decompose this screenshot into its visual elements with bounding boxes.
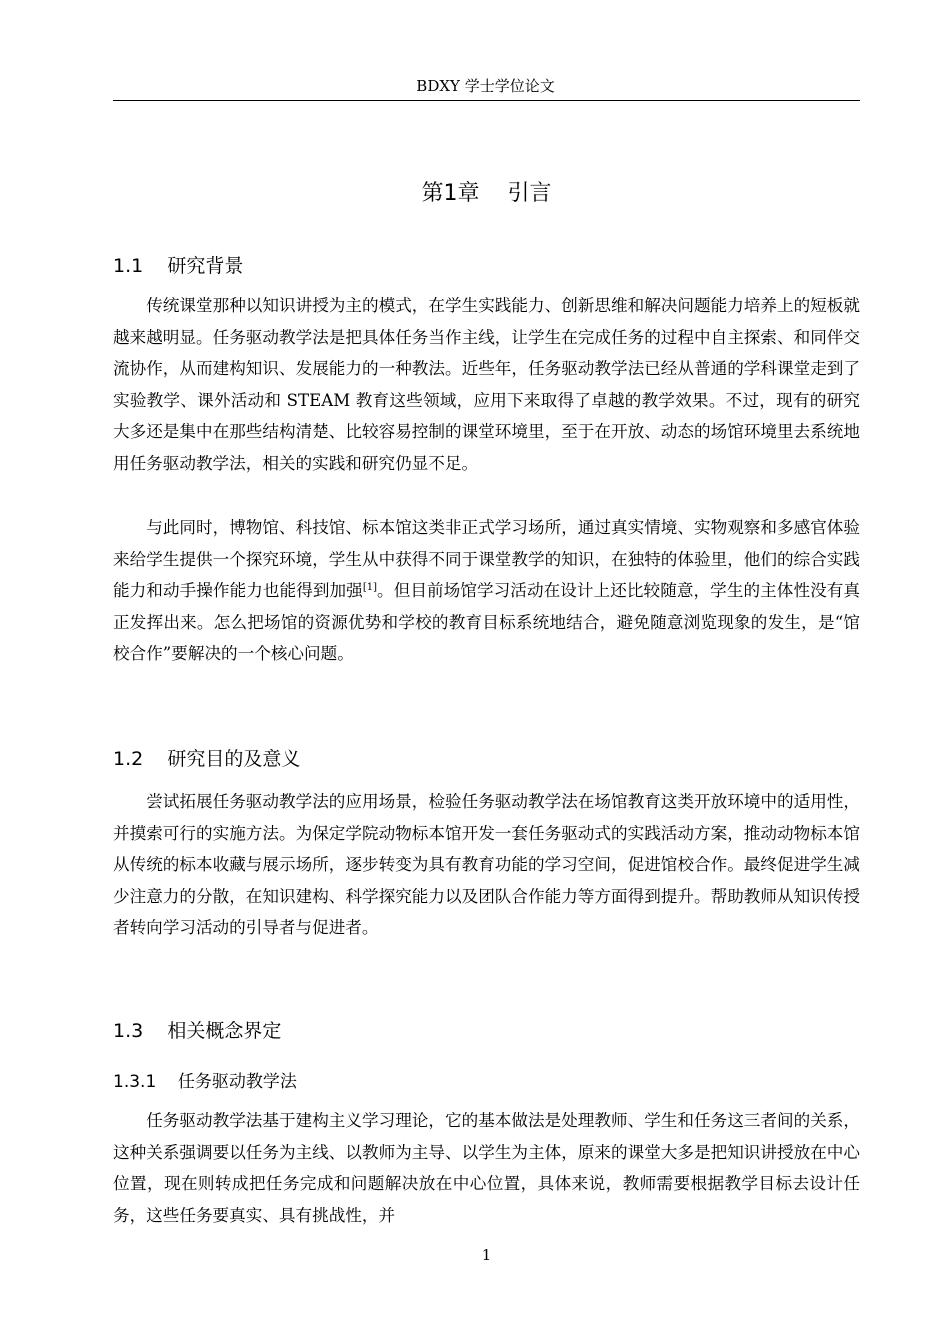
section-heading-1-3: 1.3 相关概念界定 (113, 1020, 282, 1042)
citation-marker: [1] (362, 582, 377, 594)
running-header: BDXY 学士学位论文 (416, 77, 555, 95)
chapter-title: 第1章 引言 (421, 181, 552, 206)
section-heading-1-1: 1.1 研究背景 (113, 255, 244, 277)
paragraph-purpose: 尝试拓展任务驱动教学法的应用场景，检验任务驱动教学法在场馆教育这类开放环境中的适用性，并摸索可行的实施方法。为保定学院动物标本馆开发一套任务驱动式的实践活动方案，推动动物标本馆从传统的标本收藏与展示场所，逐步转变为具有教育功能的学习空间，促进馆校合作。最终促进学生减少注意力的分散，在知识建构、科学探究能力以及团队合作能力等方面得到提升。帮助教师从知识传授者转向学习活动的引导者与促进者。 (113, 792, 860, 938)
page-number: 1 (481, 1246, 492, 1264)
paragraph-text: 与此同时，博物馆、科技馆、标本馆这类非正式学习场所，通过真实情境、实物观察和多感官体验来给学生提供一个探究环境，学生从中获得不同于课堂教学的知识，在独特的体验里，他们的综合实践能力和动手操作能力也能得到加强 (113, 518, 860, 601)
header-rule (113, 100, 860, 101)
subsection-heading-1-3-1: 1.3.1 任务驱动教学法 (113, 1072, 297, 1092)
paragraph-background-2 (113, 512, 860, 670)
paragraph-text: 。但目前场馆学习活动在设计上还比较随意，学生的主体性没有真正发挥出来。怎么把场馆的资源优势和学校的教育目标系统地结合，避免随意浏览现象的发生，是“馆校合作”要解决的一个核心问题。 (113, 581, 860, 664)
paragraph-task-driven: 任务驱动教学法基于建构主义学习理论，它的基本做法是处理教师、学生和任务这三者间的关系，这种关系强调要以任务为主线、以教师为主导、以学生为主体，原来的课堂大多是把知识讲授放在中心位置，现在则转成把任务完成和问题解决放在中心位置，具体来说，教师需要根据教学目标去设计任务，这些任务要真实、具有挑战性，并 (113, 1111, 860, 1225)
section-heading-1-2: 1.2 研究目的及意义 (113, 748, 301, 770)
paragraph-background-1: 传统课堂那种以知识讲授为主的模式，在学生实践能力、创新思维和解决问题能力培养上的短板就越来越明显。任务驱动教学法是把具体任务当作主线，让学生在完成任务的过程中自主探索、和同伴交流协作，从而建构知识、发展能力的一种教法。近些年，任务驱动教学法已经从普通的学科课堂走到了实验教学、课外活动和 STEAM 教育这些领域，应用下来取得了卓越的教学效果。不过，现有的研究大多还是集中在那些结构清楚、比较容易控制的课堂环境里，至于在开放、动态的场馆环境里去系统地用任务驱动教学法，相关的实践和研究仍显不足。 (113, 296, 860, 473)
